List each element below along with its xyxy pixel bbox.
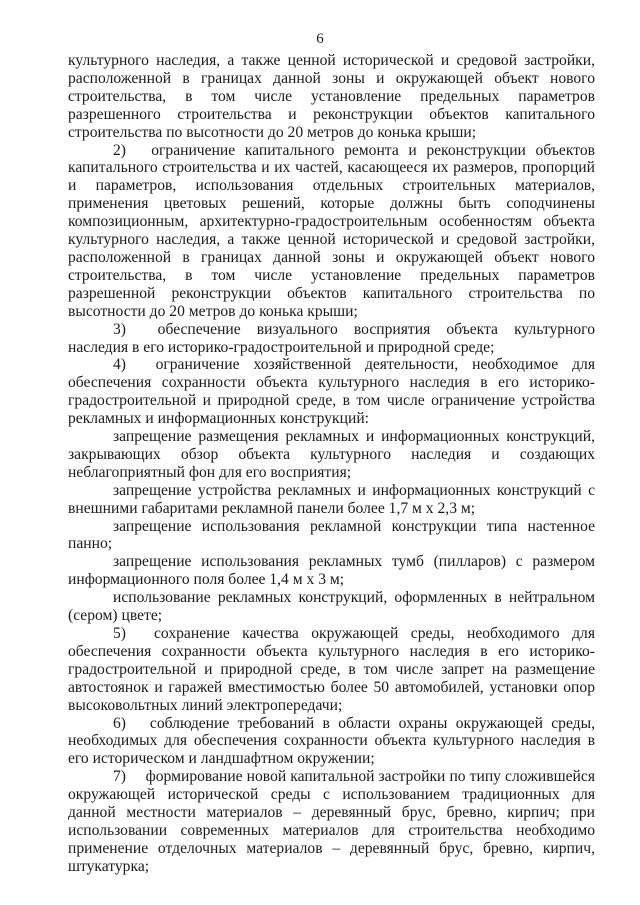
paragraph-item-2: 2) ограничение капитального ремонта и реконструкции объектов капитального строительства и их частей, касающееся их размеров, пропорций и параметров, использования отдельных строительных материалов, применения цветовых решений, которые должны быть соподчинены композиционным, архитектурно-градостроительным особенностям объекта культурного наследия, а также ценной исторической и средовой застройки, расположенной в границах данной зоны и окружающей объект нового строительства, в том числе установление предельных параметров разрешенной реконструкции объектов капитального строительства по высотности до 20 метров до конька крыши; [68,141,595,320]
paragraph-continuation: культурного наследия, а также ценной исторической и средовой застройки, расположенной в границах данной зоны и окружающей объект нового строительства, в том числе установление предельных параметров разрешенного строительства и реконструкции объектов капитального строительства по высотности до 20 метров до конька крыши; [68,52,595,141]
paragraph-ad-restriction-2: запрещение устройства рекламных и информационных конструкций с внешними габаритами рекламной панели более 1,7 м х 2,3 м; [68,481,595,517]
paragraph-ad-restriction-1: запрещение размещения рекламных и информационных конструкций, закрывающих обзор объекта культурного наследия и создающих неблагоприятный фон для его восприятия; [68,428,595,481]
paragraph-item-7: 7) формирование новой капитальной застройки по типу сложившейся окружающей исторической среды с использованием традиционных для данной местности материалов – деревянный брус, бревно, кирпич; при использовании современных материалов для строительства необходимо применение отделочных материалов – деревянный брус, бревно, кирпич, штукатурка; [68,768,595,875]
paragraph-item-6: 6) соблюдение требований в области охраны окружающей среды, необходимых для обеспечения сохранности объекта культурного наследия в его историческом и ландшафтном окружении; [68,714,595,768]
paragraph-item-5: 5) сохранение качества окружающей среды, необходимого для обеспечения сохранности объекта культурного наследия в его историко-градостроительной и природной среде, в том числе запрет на размещение автостоянок и гаражей вместимостью более 50 автомобилей, установки опор высоковольтных линий электропередачи; [68,625,595,714]
paragraph-ad-restriction-4: запрещение использования рекламных тумб (пилларов) с размером информационного поля более 1,4 м х 3 м; [68,553,595,589]
page-number: 6 [316,31,324,47]
paragraph-item-4: 4) ограничение хозяйственной деятельности, необходимое для обеспечения сохранности объекта культурного наследия в его историко-градостроительной и природной среде, в том числе ограничение устройства рекламных и информационных конструкций: [68,356,595,428]
paragraph-ad-restriction-3: запрещение использования рекламной конструкции типа настенное панно; [68,517,595,553]
paragraph-ad-restriction-5: использование рекламных конструкций, оформленных в нейтральном (сером) цвете; [68,589,595,625]
paragraph-item-3: 3) обеспечение визуального восприятия объекта культурного наследия в его историко-градостроительной и природной среде; [68,320,595,356]
document-body [68,52,595,876]
